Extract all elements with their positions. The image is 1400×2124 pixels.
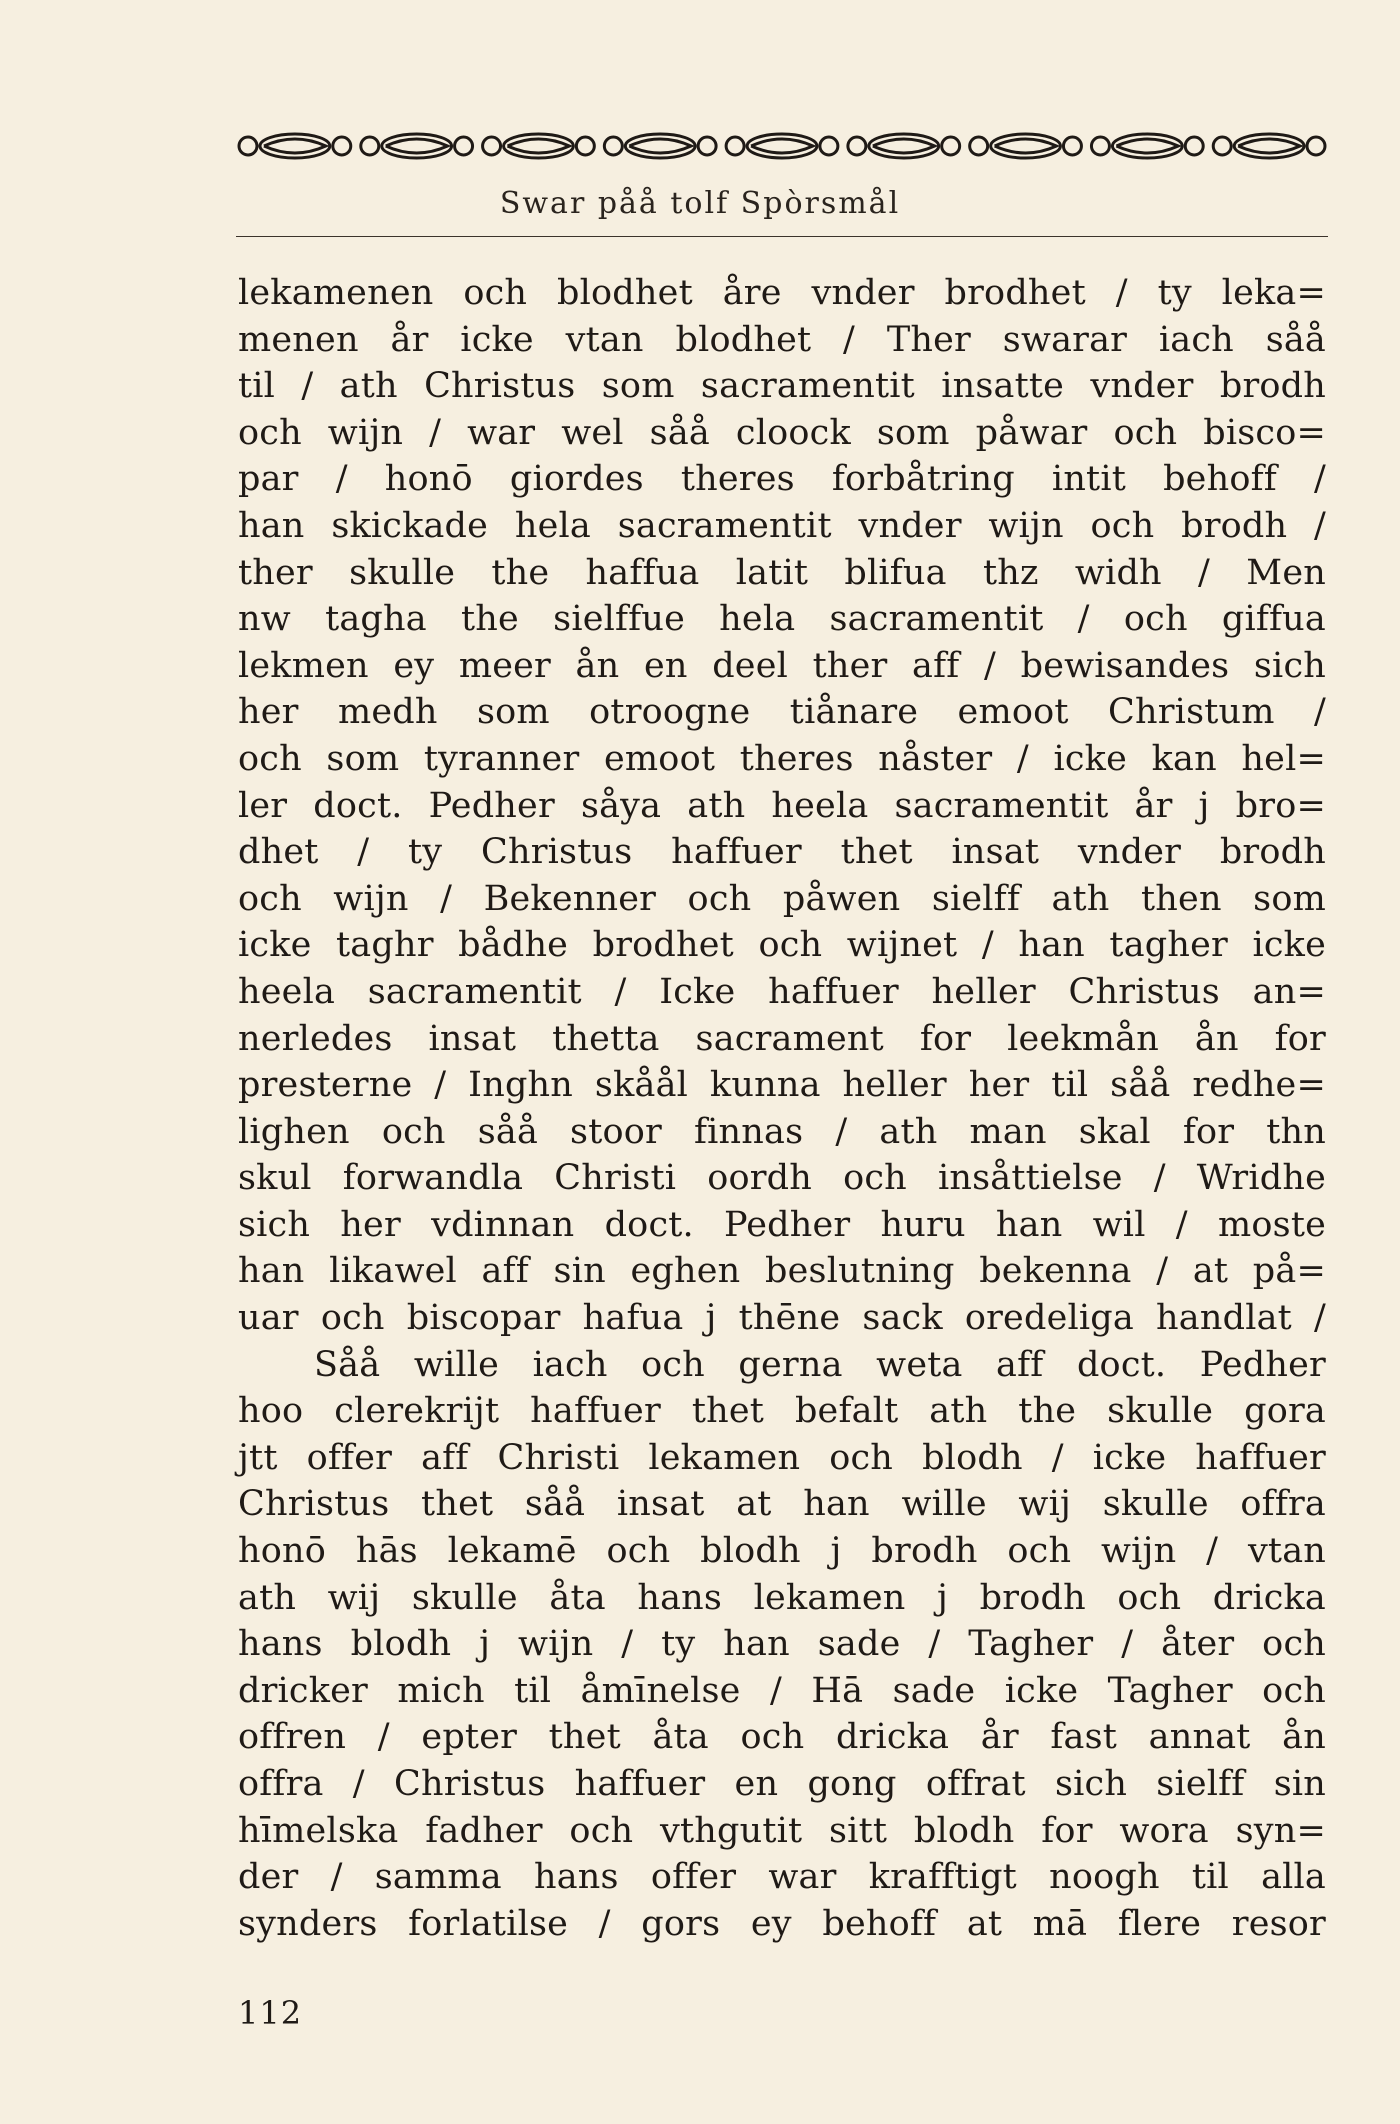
text-line: ler doct. Pedher såya ath heela sacramentit år j bro=: [238, 785, 1326, 826]
body-text: [238, 270, 1326, 1947]
text-line: menen år icke vtan blodhet / Ther swarar iach såå: [238, 319, 1326, 360]
text-line: hans blodh j wijn / ty han sade / Tagher / åter och: [238, 1624, 1326, 1665]
text-line: synders forlatilse / gors ey behoff at mā flere resor: [238, 1903, 1326, 1944]
text-line: nw tagha the sielffue hela sacramentit / och giffua: [238, 599, 1326, 640]
text-line: Såå wille iach och gerna weta aff doct. Pedher: [314, 1344, 1326, 1385]
text-line: sich her vdinnan doct. Pedher huru han wil / moste: [238, 1204, 1326, 1245]
text-line: til / ath Christus som sacramentit insatte vnder brodh: [238, 366, 1326, 407]
text-line: och wijn / war wel såå cloock som påwar och bisco=: [238, 412, 1326, 453]
text-line: nerledes insat thetta sacrament for leekmån ån for: [238, 1018, 1326, 1059]
text-line: och som tyranner emoot theres nåster / icke kan hel=: [238, 738, 1326, 779]
text-line: ther skulle the haffua latit blifua thz widh / Men: [238, 552, 1326, 593]
text-line: lighen och såå stoor finnas / ath man skal for thn: [238, 1111, 1326, 1152]
ornament-link: [604, 134, 716, 158]
text-line: honō hās lekamē och blodh j brodh och wijn / vtan: [238, 1531, 1326, 1572]
text-line: han likawel aff sin eghen beslutning bekenna / at på=: [238, 1251, 1326, 1292]
ornament-link: [239, 134, 351, 158]
text-line: lekmen ey meer ån en deel ther aff / bewisandes sich: [238, 645, 1326, 686]
text-line: hoo clerekrijt haffuer thet befalt ath the skulle gora: [238, 1391, 1326, 1432]
running-head: Swar påå tolf Spòrsmål: [499, 186, 901, 221]
text-line: dhet / ty Christus haffuer thet insat vnder brodh: [238, 832, 1326, 873]
text-line: par / honō giordes theres forbåtring intit behoff /: [238, 459, 1326, 500]
text-line: der / samma hans offer war krafftigt noogh til alla: [238, 1857, 1326, 1898]
text-line: Christus thet såå insat at han wille wij skulle offra: [238, 1484, 1326, 1525]
ornament-link: [483, 134, 595, 158]
text-line: ath wij skulle åta hans lekamen j brodh och dricka: [238, 1577, 1326, 1618]
text-line: heela sacramentit / Icke haffuer heller Christus an=: [238, 971, 1326, 1012]
decorative-ornament-band: [234, 128, 1330, 164]
text-line: han skickade hela sacramentit vnder wijn och brodh /: [238, 505, 1326, 546]
ornament-link: [1213, 134, 1325, 158]
text-line: uar och biscopar hafua j thēne sack oredeliga handlat /: [238, 1298, 1326, 1339]
header-rule: [236, 236, 1328, 237]
ornament-link: [970, 134, 1082, 158]
text-line: lekamenen och blodhet åre vnder brodhet / ty leka=: [238, 273, 1326, 313]
text-line: offren / epter thet åta och dricka år fast annat ån: [238, 1717, 1326, 1758]
text-line: skul forwandla Christi oordh och insåttielse / Wridhe: [238, 1158, 1326, 1199]
ornament-link: [1091, 134, 1203, 158]
text-line: her medh som otroogne tiånare emoot Christum /: [238, 692, 1326, 733]
text-line: dricker mich til åmīnelse / Hā sade icke Tagher och: [238, 1670, 1326, 1711]
text-line: och wijn / Bekenner och påwen sielff ath then som: [238, 878, 1326, 919]
text-line: offra / Christus haffuer en gong offrat sich sielff sin: [238, 1764, 1326, 1804]
text-line: jtt offer aff Christi lekamen och blodh / icke haffuer: [238, 1437, 1326, 1478]
text-line: hīmelska fadher och vthgutit sitt blodh for wora syn=: [238, 1810, 1326, 1851]
ornament-link: [726, 134, 838, 158]
text-line: presterne / Inghn skåål kunna heller her til såå redhe=: [238, 1065, 1326, 1106]
ornament-link: [848, 134, 960, 158]
ornament-link: [361, 134, 473, 158]
page-number: 112: [238, 1994, 303, 2032]
text-line: icke taghr bådhe brodhet och wijnet / han tagher icke: [238, 925, 1326, 966]
